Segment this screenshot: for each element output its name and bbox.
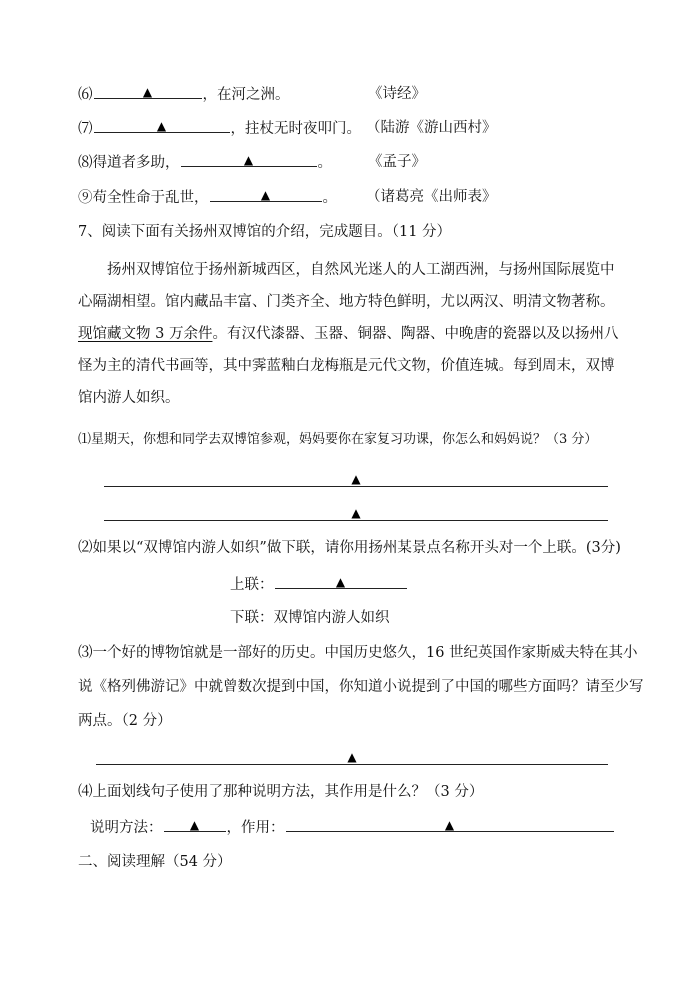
sub-question-2: ⑵如果以“双博馆内游人如织”做下联，请你用扬州某景点名称开头对一个上联。(3分): [78, 540, 621, 556]
answer-blank[interactable]: [181, 152, 317, 167]
poem-line-8: [78, 152, 332, 173]
shanglian-row: [230, 574, 408, 595]
poem-line-7: [78, 118, 361, 139]
answer-line[interactable]: [104, 468, 608, 487]
reading-passage: 扬州双博馆位于扬州新城西区，自然风光迷人的人工湖西洲，与扬州国际展览中心隔湖相望。馆内藏品丰富、门类齐全、地方特色鲜明，尤以两汉、明清文物著称。现馆藏文物 3 万余件。有汉代漆器、玉器、铜器、陶器、中晚唐的瓷器以及以扬州八怪为主的清代书画等，其中霁蓝釉白龙梅瓶是元代文物，价值连城。每到周末，双博馆内游人如织。: [78, 262, 619, 406]
poem-source: 《孟子》: [368, 154, 426, 170]
triangle-marker-icon: ▲: [347, 750, 357, 764]
poem-source: 《诗经》: [368, 86, 426, 102]
triangle-marker-icon: ▲: [142, 85, 153, 99]
answer-blank[interactable]: [94, 118, 230, 133]
sub-question-1: ⑴星期天，你想和同学去双博馆参观，妈妈要你在家复习功课，你怎么和妈妈说？（3 分）: [78, 432, 598, 447]
question-number: ⑹: [78, 87, 93, 103]
poem-text: 。: [322, 190, 337, 206]
answer-blank[interactable]: [210, 187, 322, 202]
underlined-sentence: 现馆藏文物 3 万余件: [78, 326, 213, 342]
triangle-marker-icon: ▲: [156, 119, 167, 133]
xialian-text: 下联：双博馆内游人如织: [230, 610, 390, 626]
poem-line-6: [78, 84, 290, 105]
triangle-marker-icon: ▲: [335, 575, 346, 589]
poem-source: （诸葛亮《出师表》: [366, 189, 497, 205]
question-number: ⑺: [78, 121, 93, 137]
triangle-marker-icon: ▲: [444, 818, 455, 832]
question-7-title: 7、阅读下面有关扬州双博馆的介绍，完成题目。（11 分）: [78, 224, 452, 240]
effect-blank[interactable]: [286, 817, 614, 832]
method-label: 说明方法：: [90, 820, 163, 836]
question-number: ⑨: [78, 190, 93, 206]
poem-prefix: 得道者多助，: [92, 155, 180, 171]
effect-label: ，作用：: [226, 820, 285, 836]
triangle-marker-icon: ▲: [351, 506, 361, 520]
triangle-marker-icon: ▲: [243, 153, 254, 167]
poem-text: 。: [317, 155, 332, 171]
poem-prefix: 苟全性命于乱世，: [92, 190, 209, 206]
answer-blank[interactable]: [94, 84, 202, 99]
sub-question-3-line2: 说《格列佛游记》中就曾数次提到中国，你知道小说提到了中国的哪些方面吗？请至少写: [78, 679, 644, 695]
method-blank[interactable]: [164, 817, 226, 832]
poem-text: ，拄杖无时夜叩门。: [230, 121, 361, 137]
poem-text: ，在河之洲。: [202, 87, 290, 103]
question-number: ⑻: [78, 155, 93, 171]
triangle-marker-icon: ▲: [351, 472, 361, 486]
poem-line-9: [78, 187, 337, 208]
answer-blank[interactable]: [275, 574, 407, 589]
sub-question-4: ⑷上面划线句子使用了那种说明方法，其作用是什么？（3 分）: [78, 784, 484, 800]
section-2-heading: 二、阅读理解（54 分）: [78, 854, 232, 870]
triangle-marker-icon: ▲: [189, 818, 200, 832]
sub-question-3-line1: ⑶一个好的博物馆就是一部好的历史。中国历史悠久，16 世纪英国作家斯威夫特在其小: [78, 645, 638, 661]
answer-line[interactable]: [104, 502, 608, 521]
answer-line[interactable]: [96, 746, 608, 765]
shanglian-label: 上联：: [230, 577, 274, 593]
poem-source: （陆游《游山西村》: [366, 120, 497, 136]
triangle-marker-icon: ▲: [260, 188, 271, 202]
sub-question-3-line3: 两点。（2 分）: [78, 713, 172, 729]
method-row: [90, 817, 615, 838]
